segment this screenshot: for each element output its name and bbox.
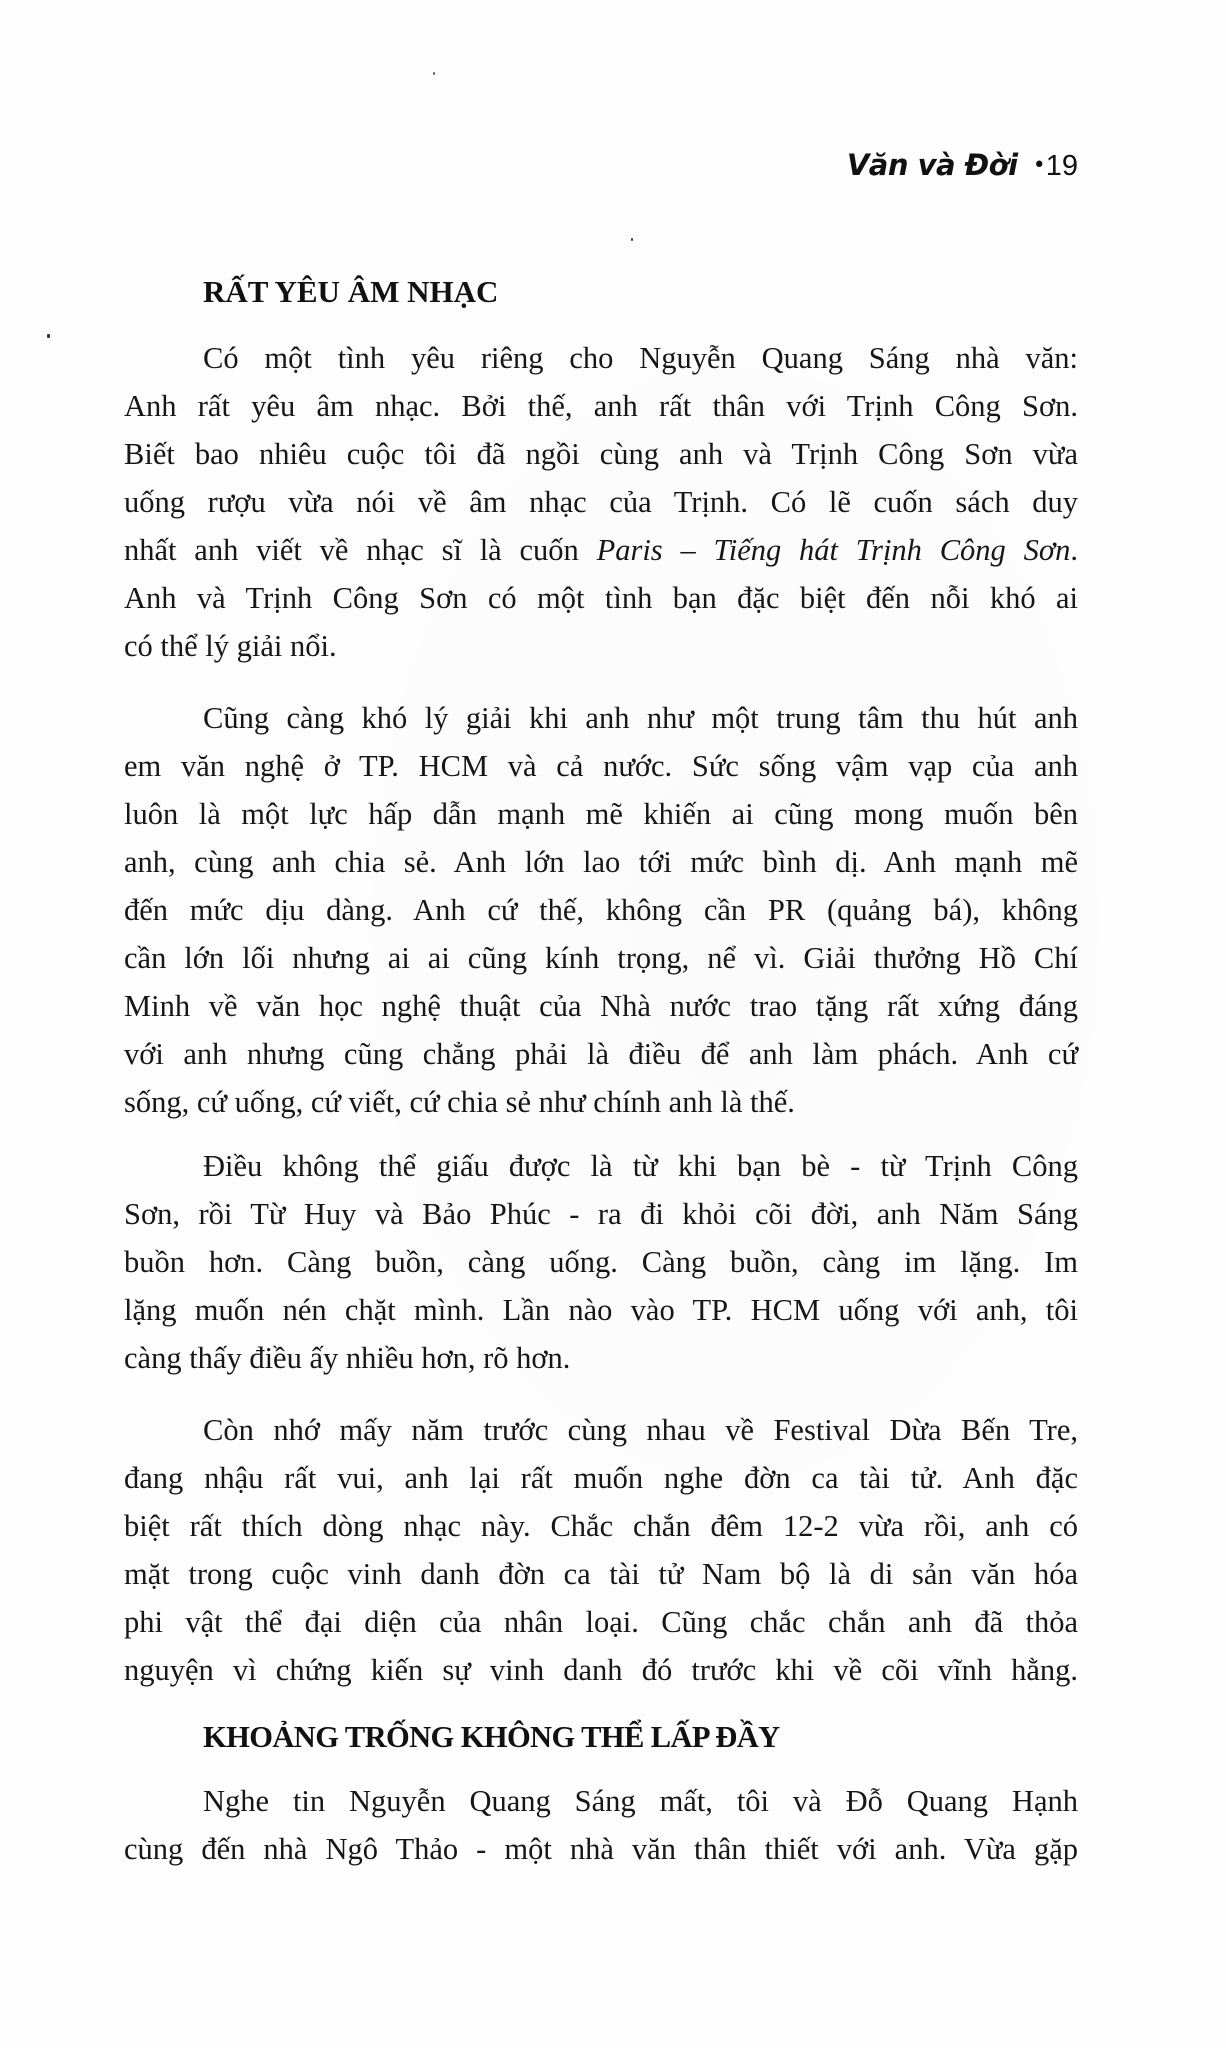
paragraph — [124, 1406, 1078, 1694]
text-line: nguyện vì chứng kiến sự vinh danh đó trước khi về cõi vĩnh hằng. — [124, 1653, 1078, 1687]
paragraph — [124, 334, 1078, 670]
text-line: buồn hơn. Càng buồn, càng uống. Càng buồn, càng im lặng. Im — [124, 1245, 1078, 1279]
text-line: phi vật thể đại diện của nhân loại. Cũng chắc chắn anh đã thỏa — [124, 1605, 1078, 1639]
text-line: uống rượu vừa nói về âm nhạc của Trịnh. Có lẽ cuốn sách duy — [124, 485, 1078, 519]
text-line: biệt rất thích dòng nhạc này. Chắc chắn đêm 12-2 vừa rồi, anh có — [124, 1509, 1078, 1543]
text-line: em văn nghệ ở TP. HCM và cả nước. Sức sống vậm vạp của anh — [124, 749, 1078, 783]
text-line: sống, cứ uống, cứ viết, cứ chia sẻ như chính anh là thế. — [124, 1085, 795, 1119]
text-line: Sơn, rồi Từ Huy và Bảo Phúc - ra đi khỏi cõi đời, anh Năm Sáng — [124, 1197, 1078, 1231]
print-speck — [631, 238, 633, 241]
text-line: luôn là một lực hấp dẫn mạnh mẽ khiến ai cũng mong muốn bên — [124, 797, 1078, 831]
book-title-italic: Paris – Tiếng hát Trịnh Công Sơn — [596, 533, 1071, 567]
running-header — [847, 143, 1078, 188]
text-line: có thể lý giải nổi. — [124, 629, 337, 663]
text-line: cần lớn lối nhưng ai ai cũng kính trọng, nể vì. Giải thưởng Hồ Chí — [124, 941, 1078, 975]
text-line: Cũng càng khó lý giải khi anh như một trung tâm thu hút anh — [203, 701, 1078, 735]
section-heading: KHOẢNG TRỐNG KHÔNG THỂ LẤP ĐẦY — [203, 1720, 780, 1754]
print-speck — [47, 334, 50, 338]
paragraph — [124, 1142, 1078, 1382]
text-line: Điều không thể giấu được là từ khi bạn bè - từ Trịnh Công — [203, 1149, 1078, 1183]
text-line: Anh rất yêu âm nhạc. Bởi thế, anh rất thân với Trịnh Công Sơn. — [124, 389, 1078, 423]
text-line: mặt trong cuộc vinh danh đờn ca tài tử Nam bộ là di sản văn hóa — [124, 1557, 1078, 1591]
text-line: đến mức dịu dàng. Anh cứ thế, không cần PR (quảng bá), không — [124, 893, 1078, 927]
page-number: 19 — [1045, 150, 1078, 182]
text-line: nhất anh viết về nhạc sĩ là cuốn Paris – Tiếng hát Trịnh Công Sơn. — [124, 533, 1078, 567]
text-line: cùng đến nhà Ngô Thảo - một nhà văn thân thiết với anh. Vừa gặp — [124, 1832, 1078, 1866]
text-line: Biết bao nhiêu cuộc tôi đã ngồi cùng anh và Trịnh Công Sơn vừa — [124, 437, 1078, 471]
text-line: Còn nhớ mấy năm trước cùng nhau về Festival Dừa Bến Tre, — [203, 1413, 1078, 1447]
text-line: lặng muốn nén chặt mình. Lần nào vào TP. HCM uống với anh, tôi — [124, 1293, 1078, 1327]
text-line: Có một tình yêu riêng cho Nguyễn Quang Sáng nhà văn: — [203, 341, 1078, 375]
text-line: càng thấy điều ấy nhiều hơn, rõ hơn. — [124, 1341, 571, 1375]
text-line: Nghe tin Nguyễn Quang Sáng mất, tôi và Đỗ Quang Hạnh — [203, 1784, 1078, 1818]
text-line: với anh nhưng cũng chẳng phải là điều để anh làm phách. Anh cứ — [124, 1037, 1078, 1071]
paragraph — [124, 1777, 1078, 1873]
text-line: Minh về văn học nghệ thuật của Nhà nước trao tặng rất xứng đáng — [124, 989, 1078, 1023]
chapter-title: Văn và Đời — [846, 148, 1018, 182]
text-line: anh, cùng anh chia sẻ. Anh lớn lao tới mức bình dị. Anh mạnh mẽ — [124, 845, 1078, 879]
print-speck — [433, 72, 435, 75]
section-heading: RẤT YÊU ÂM NHẠC — [203, 274, 499, 309]
header-bullet: • — [1032, 153, 1046, 178]
paragraph — [124, 694, 1078, 1126]
text-line: đang nhậu rất vui, anh lại rất muốn nghe đờn ca tài tử. Anh đặc — [124, 1461, 1078, 1495]
text-line: Anh và Trịnh Công Sơn có một tình bạn đặc biệt đến nỗi khó ai — [124, 581, 1078, 615]
